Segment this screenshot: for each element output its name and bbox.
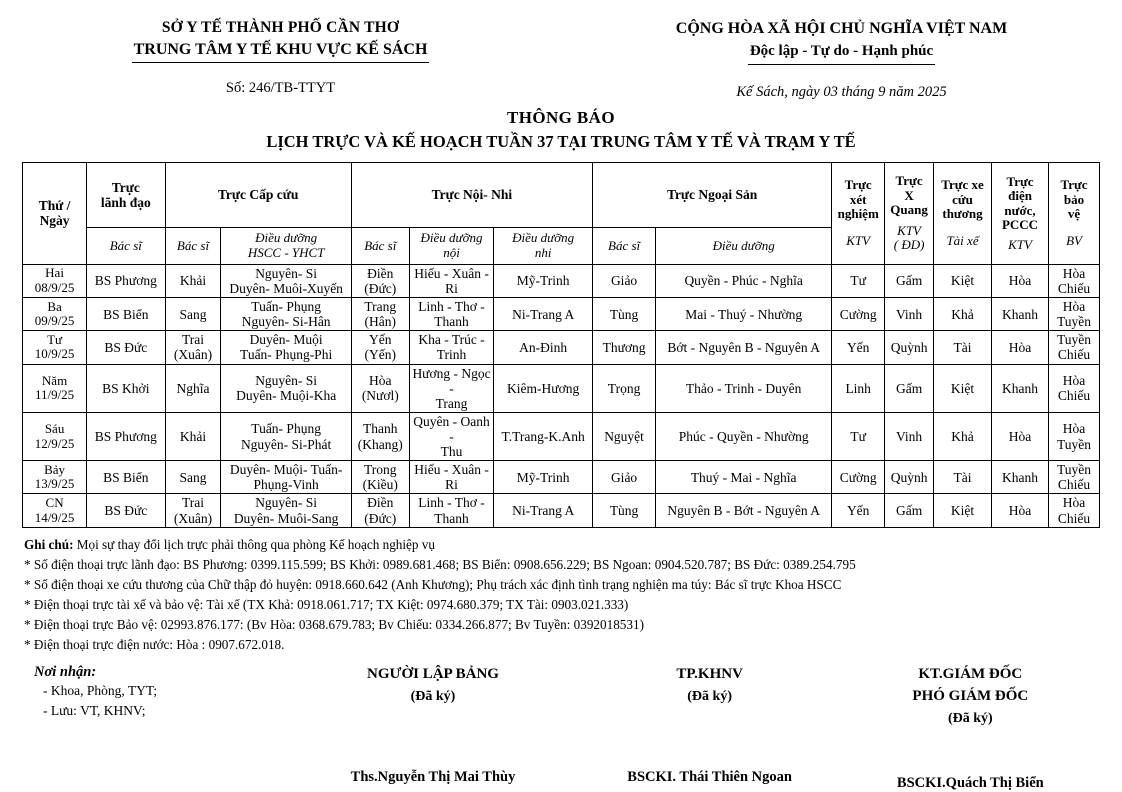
cell-day-line1: Năm bbox=[41, 372, 68, 388]
cell-leader: BS Khởi bbox=[87, 364, 165, 412]
cell-lab: Linh bbox=[832, 364, 885, 412]
cell-surgery-doctor: Giảo bbox=[593, 461, 656, 494]
document-number: Số: 246/TB-TTYT bbox=[225, 79, 336, 96]
cell-utility: Khanh bbox=[992, 461, 1049, 494]
col-security-line1: Trực bbox=[1060, 177, 1088, 193]
cell-internal-nurse-line1: Kha - Trúc - bbox=[418, 332, 485, 348]
subcol-leader-doctor: Bác sĩ bbox=[87, 227, 165, 264]
national-motto bbox=[561, 40, 1122, 65]
table-row bbox=[23, 298, 1100, 331]
cell-day-line2: 11/9/25 bbox=[34, 387, 75, 403]
cell-er-doctor-line1: Trai bbox=[181, 332, 204, 348]
signature-department-head bbox=[577, 664, 843, 792]
col-lab-subhead: KTV bbox=[846, 232, 871, 248]
cell-internal-doctor-line1: Yến bbox=[369, 332, 392, 348]
col-xray-line3: Quang bbox=[890, 202, 928, 218]
col-security-line2: bảo bbox=[1063, 191, 1085, 207]
cell-internal-nurse-line2: Thanh bbox=[434, 314, 469, 330]
cell-internal-doctor-line2: (Khang) bbox=[357, 436, 403, 452]
col-day-line2: Ngày bbox=[39, 213, 70, 229]
subcol-surgery-nurse: Điều dưỡng bbox=[656, 227, 832, 264]
signature-department-head-title: TP.KHNV bbox=[676, 666, 743, 683]
cell-internal-nurse-line2: Ri bbox=[445, 281, 458, 297]
cell-leader: BS Đức bbox=[87, 494, 165, 527]
signature-department-head-signed: (Đã ký) bbox=[687, 688, 732, 704]
cell-internal-doctor-line2: (Đức) bbox=[364, 510, 397, 526]
cell-internal-nurse-line2: Trang bbox=[435, 395, 468, 411]
cell-day-line2: 13/9/25 bbox=[34, 476, 75, 492]
cell-surgery-nurse: Quyền - Phúc - Nghĩa bbox=[656, 264, 832, 297]
col-lab-line3: nghiệm bbox=[837, 206, 879, 222]
cell-internal-doctor-line1: Thanh bbox=[363, 421, 398, 437]
cell-internal-nurse bbox=[409, 298, 493, 331]
cell-er-doctor bbox=[165, 461, 221, 494]
signature-director-title-line2: PHÓ GIÁM ĐỐC bbox=[912, 687, 1029, 704]
cell-er-doctor-line2: (Xuân) bbox=[173, 510, 213, 526]
cell-internal-doctor bbox=[351, 494, 409, 527]
cell-er-doctor-line1: Sang bbox=[179, 469, 207, 485]
col-utility-subhead: KTV bbox=[1008, 236, 1032, 252]
cell-security bbox=[1049, 412, 1100, 460]
cell-surgery-doctor: Trọng bbox=[593, 364, 656, 412]
title-block bbox=[0, 107, 1122, 153]
page-title: THÔNG BÁO bbox=[507, 107, 615, 127]
cell-xray: Quỳnh bbox=[885, 461, 934, 494]
cell-driver: Khả bbox=[934, 412, 992, 460]
col-group-leadership-line2: lãnh đạo bbox=[100, 194, 151, 210]
table-row bbox=[23, 364, 1100, 412]
cell-pediatric-nurse: Mỹ-Trinh bbox=[494, 461, 593, 494]
col-lab-line1: Trực bbox=[844, 177, 872, 193]
cell-day bbox=[23, 364, 87, 412]
cell-surgery-nurse: Thuý - Mai - Nghĩa bbox=[656, 461, 832, 494]
department-name: SỞ Y TẾ THÀNH PHỐ CẦN THƠ bbox=[161, 19, 400, 36]
cell-er-doctor bbox=[165, 364, 221, 412]
cell-surgery-doctor: Giảo bbox=[593, 264, 656, 297]
cell-day-line2: 08/9/25 bbox=[34, 280, 75, 296]
cell-leader: BS Biển bbox=[87, 298, 165, 331]
col-ambulance-line3: thương bbox=[942, 206, 983, 222]
cell-day bbox=[23, 264, 87, 297]
header-left-block bbox=[0, 18, 561, 101]
cell-day-line2: 14/9/25 bbox=[34, 509, 75, 525]
col-xray-line2: X bbox=[904, 187, 914, 203]
cell-er-nurse-line1: Duyên- Muội- Tuấn- bbox=[229, 462, 343, 478]
signature-director bbox=[843, 664, 1098, 792]
cell-internal-nurse-line1: Linh - Thơ - bbox=[418, 299, 485, 315]
cell-day-line2: 10/9/25 bbox=[34, 346, 75, 362]
cell-security-line2: Tuyền bbox=[1057, 436, 1092, 452]
cell-surgery-nurse: Phúc - Quyền - Nhường bbox=[656, 412, 832, 460]
cell-internal-doctor-line2: (Kiều) bbox=[362, 477, 398, 493]
subcol-internal-nurse-line1: Điều dưỡng bbox=[420, 230, 483, 246]
cell-security-line1: Tuyền bbox=[1057, 332, 1092, 348]
table-row bbox=[23, 412, 1100, 460]
cell-day bbox=[23, 461, 87, 494]
cell-surgery-doctor: Tùng bbox=[593, 494, 656, 527]
note-line-2: * Số điện thoại xe cứu thương của Chữ thập đỏ huyện: 0918.660.642 (Anh Khương); Phụ trách xác định tình trạng nghiện ma túy: Bác sĩ trực Khoa HSCC bbox=[24, 576, 842, 592]
cell-lab: Tư bbox=[832, 412, 885, 460]
subcol-pediatric-nurse bbox=[494, 227, 593, 264]
cell-internal-nurse-line1: Hiếu - Xuân - bbox=[414, 265, 489, 281]
cell-utility: Hòa bbox=[992, 494, 1049, 527]
subcol-internal-nurse-line2: nội bbox=[443, 244, 460, 260]
cell-driver: Tài bbox=[934, 331, 992, 364]
schedule-table-wrapper bbox=[22, 162, 1100, 528]
cell-internal-nurse bbox=[409, 461, 493, 494]
cell-er-nurse-line2: Tuấn- Phụng-Phi bbox=[240, 347, 333, 363]
subcol-internal-nurse bbox=[409, 227, 493, 264]
signature-preparer-signed: (Đã ký) bbox=[410, 688, 456, 704]
cell-security-line2: Chiếu bbox=[1057, 388, 1091, 404]
cell-day-line1: Hai bbox=[45, 265, 64, 281]
cell-internal-doctor-line2: (Đức) bbox=[364, 281, 397, 297]
note-line-0 bbox=[24, 535, 1098, 555]
center-name-text: TRUNG TÂM Y TẾ KHU VỰC KẾ SÁCH bbox=[132, 39, 430, 63]
cell-lab: Yến bbox=[832, 331, 885, 364]
cell-day-line2: 09/9/25 bbox=[34, 313, 75, 329]
cell-lab: Tư bbox=[832, 264, 885, 297]
col-ambulance-subhead: Tài xế bbox=[946, 232, 979, 248]
cell-er-nurse-line2: Phụng-Vinh bbox=[253, 477, 319, 493]
cell-er-doctor-line1: Khải bbox=[179, 429, 207, 445]
cell-internal-doctor-line1: Điền bbox=[367, 265, 394, 281]
cell-day bbox=[23, 331, 87, 364]
cell-security-line1: Hòa bbox=[1062, 373, 1086, 389]
cell-surgery-nurse: Mai - Thuý - Nhường bbox=[656, 298, 832, 331]
cell-xray: Vinh bbox=[885, 412, 934, 460]
cell-pediatric-nurse: An-Đinh bbox=[494, 331, 593, 364]
cell-security-line1: Tuyền bbox=[1057, 462, 1092, 478]
cell-er-nurse bbox=[221, 494, 351, 527]
subcol-er-nurse bbox=[221, 227, 351, 264]
signature-director-name: BSCKI.Quách Thị Biển bbox=[896, 774, 1044, 791]
cell-er-doctor bbox=[165, 264, 221, 297]
cell-internal-nurse bbox=[409, 412, 493, 460]
col-group-leadership-line1: Trực bbox=[111, 179, 140, 195]
cell-internal-doctor bbox=[351, 264, 409, 297]
place-and-date: Kế Sách, ngày 03 tháng 9 năm 2025 bbox=[736, 83, 947, 100]
cell-xray: Vinh bbox=[885, 298, 934, 331]
cell-surgery-doctor: Thương bbox=[593, 331, 656, 364]
center-name bbox=[0, 39, 561, 63]
cell-security-line2: Chiếu bbox=[1057, 281, 1091, 297]
cell-leader: BS Phương bbox=[87, 264, 165, 297]
col-utility-line2: điện bbox=[1008, 188, 1032, 204]
cell-er-doctor-line2: (Xuân) bbox=[173, 347, 213, 363]
cell-xray: Gấm bbox=[885, 364, 934, 412]
col-group-ambulance bbox=[934, 162, 992, 264]
page-subtitle: LỊCH TRỰC VÀ KẾ HOẠCH TUẦN 37 TẠI TRUNG TÂM Y TẾ VÀ TRẠM Y TẾ bbox=[266, 131, 856, 151]
table-row bbox=[23, 331, 1100, 364]
col-group-xray bbox=[885, 162, 934, 264]
cell-internal-doctor bbox=[351, 331, 409, 364]
table-head bbox=[23, 162, 1100, 264]
table-row bbox=[23, 264, 1100, 297]
notes-intro-text: Mọi sự thay đổi lịch trực phải thông qua phòng Kế hoạch nghiệp vụ bbox=[73, 536, 435, 552]
cell-security bbox=[1049, 364, 1100, 412]
cell-day-line1: Tư bbox=[47, 331, 63, 347]
cell-er-nurse-line1: Tuấn- Phụng bbox=[251, 421, 321, 437]
cell-er-doctor bbox=[165, 298, 221, 331]
cell-driver: Kiệt bbox=[934, 494, 992, 527]
cell-internal-doctor-line1: Hòa bbox=[369, 373, 392, 389]
cell-day-line1: Ba bbox=[47, 298, 62, 314]
notes-label: Ghi chú: bbox=[24, 536, 74, 552]
header-row-groups bbox=[23, 162, 1100, 227]
signature-preparer-title: NGƯỜI LẬP BẢNG bbox=[367, 666, 499, 683]
cell-security-line1: Hòa bbox=[1062, 495, 1086, 511]
cell-driver: Khả bbox=[934, 298, 992, 331]
cell-driver: Kiệt bbox=[934, 364, 992, 412]
subcol-surgery-doctor: Bác sĩ bbox=[593, 227, 656, 264]
cell-internal-nurse bbox=[409, 264, 493, 297]
signature-department-head-name: BSCKI. Thái Thiên Ngoan bbox=[627, 768, 792, 785]
cell-leader: BS Đức bbox=[87, 331, 165, 364]
subcol-er-nurse-line2: HSCC - YHCT bbox=[247, 244, 325, 260]
cell-security-line2: Chiếu bbox=[1057, 347, 1091, 363]
signature-section bbox=[24, 664, 1098, 792]
col-xray-line1: Trực bbox=[895, 173, 923, 189]
col-utility-line4: PCCC bbox=[1001, 217, 1039, 233]
recipients-block bbox=[24, 664, 289, 792]
recipient-item: - Lưu: VT, KHNV; bbox=[43, 703, 146, 719]
cell-internal-nurse-line2: Trinh bbox=[436, 347, 467, 363]
notes-section bbox=[24, 535, 1098, 655]
cell-day-line1: CN bbox=[45, 495, 64, 511]
cell-internal-doctor bbox=[351, 412, 409, 460]
cell-leader: BS Biển bbox=[87, 461, 165, 494]
cell-utility: Khanh bbox=[992, 298, 1049, 331]
cell-security-line1: Hòa bbox=[1062, 265, 1086, 281]
cell-er-doctor bbox=[165, 331, 221, 364]
cell-er-nurse bbox=[221, 298, 351, 331]
cell-security bbox=[1049, 264, 1100, 297]
cell-internal-nurse-line1: Hiếu - Xuân - bbox=[414, 462, 489, 478]
cell-internal-nurse-line1: Hương - Ngọc - bbox=[412, 365, 491, 396]
col-xray-subhead-line2: ( ĐD) bbox=[893, 237, 925, 253]
col-utility-line1: Trực bbox=[1006, 173, 1034, 189]
table-row bbox=[23, 461, 1100, 494]
cell-security bbox=[1049, 331, 1100, 364]
duty-schedule-table bbox=[22, 162, 1100, 528]
subcol-er-nurse-line1: Điều dưỡng bbox=[255, 230, 318, 246]
note-line-5: * Điện thoại trực điện nước: Hòa : 0907.672.018. bbox=[24, 636, 285, 652]
cell-internal-nurse-line1: Quyên - Oanh - bbox=[413, 413, 490, 445]
cell-security bbox=[1049, 461, 1100, 494]
col-group-leadership bbox=[87, 162, 165, 227]
cell-er-doctor-line1: Trai bbox=[181, 495, 204, 511]
cell-internal-nurse bbox=[409, 364, 493, 412]
cell-pediatric-nurse: Ni-Trang A bbox=[494, 494, 593, 527]
cell-security-line2: Chiếu bbox=[1057, 510, 1091, 526]
document-header bbox=[0, 0, 1122, 101]
header-right-block bbox=[561, 18, 1122, 101]
cell-er-nurse-line2: Nguyên- Si-Hân bbox=[241, 314, 331, 330]
cell-security-line2: Tuyền bbox=[1057, 314, 1092, 330]
cell-security bbox=[1049, 298, 1100, 331]
cell-leader: BS Phương bbox=[87, 412, 165, 460]
cell-er-doctor-line1: Sang bbox=[179, 306, 207, 322]
col-group-surgery-obstetrics: Trực Ngoại Sản bbox=[593, 162, 832, 227]
cell-er-nurse-line1: Nguyên- Si bbox=[255, 495, 318, 511]
cell-internal-doctor-line1: Trang bbox=[364, 299, 397, 315]
cell-er-nurse-line2: Duyên- Muôi-Sang bbox=[233, 510, 339, 526]
cell-utility: Khanh bbox=[992, 364, 1049, 412]
cell-day-line2: 12/9/25 bbox=[34, 435, 75, 451]
recipient-item: - Khoa, Phòng, TYT; bbox=[43, 683, 158, 699]
cell-internal-doctor-line1: Điền bbox=[367, 495, 394, 511]
cell-security-line2: Chiếu bbox=[1057, 477, 1091, 493]
subcol-internal-doctor: Bác sĩ bbox=[351, 227, 409, 264]
col-group-security bbox=[1049, 162, 1100, 264]
cell-er-nurse bbox=[221, 331, 351, 364]
table-row bbox=[23, 494, 1100, 527]
signature-director-title-line1: KT.GIÁM ĐỐC bbox=[918, 666, 1023, 683]
cell-er-nurse-line1: Nguyên- Si bbox=[255, 373, 318, 389]
cell-er-nurse-line2: Duyên- Muôi-Xuyến bbox=[229, 281, 343, 297]
cell-pediatric-nurse: Mỹ-Trinh bbox=[494, 264, 593, 297]
cell-er-nurse-line1: Duyên- Muội bbox=[249, 332, 323, 348]
cell-er-doctor bbox=[165, 494, 221, 527]
col-group-utility bbox=[992, 162, 1049, 264]
col-group-internal-pediatrics: Trực Nội- Nhi bbox=[351, 162, 592, 227]
cell-internal-doctor-line2: (Nươl) bbox=[361, 388, 399, 404]
signature-preparer bbox=[289, 664, 576, 792]
cell-er-nurse-line2: Duyên- Muội-Kha bbox=[236, 388, 337, 404]
col-ambulance-line2: cứu bbox=[952, 191, 973, 207]
cell-internal-nurse-line1: Linh - Thơ - bbox=[418, 495, 485, 511]
col-day bbox=[23, 162, 87, 264]
cell-internal-nurse-line2: Ri bbox=[445, 477, 458, 493]
cell-pediatric-nurse: T.Trang-K.Anh bbox=[494, 412, 593, 460]
cell-day-line1: Sáu bbox=[44, 421, 65, 437]
cell-security-line1: Hòa bbox=[1062, 299, 1086, 315]
cell-lab: Yến bbox=[832, 494, 885, 527]
cell-day bbox=[23, 494, 87, 527]
cell-utility: Hòa bbox=[992, 264, 1049, 297]
cell-er-nurse bbox=[221, 412, 351, 460]
cell-er-doctor-line1: Nghĩa bbox=[176, 380, 210, 396]
cell-surgery-nurse: Thảo - Trinh - Duyên bbox=[656, 364, 832, 412]
cell-day-line1: Bảy bbox=[44, 461, 66, 477]
cell-utility: Hòa bbox=[992, 331, 1049, 364]
col-utility-line3: nước, bbox=[1004, 202, 1036, 218]
cell-internal-nurse bbox=[409, 494, 493, 527]
national-title: CỘNG HÒA XÃ HỘI CHỦ NGHĨA VIỆT NAM bbox=[675, 20, 1008, 37]
cell-day bbox=[23, 298, 87, 331]
cell-xray: Quỳnh bbox=[885, 331, 934, 364]
table-body bbox=[23, 264, 1100, 527]
cell-xray: Gấm bbox=[885, 494, 934, 527]
cell-er-nurse-line1: Nguyên- Si bbox=[255, 265, 318, 281]
cell-surgery-doctor: Nguyệt bbox=[593, 412, 656, 460]
cell-er-nurse bbox=[221, 264, 351, 297]
cell-surgery-nurse: Nguyên B - Bớt - Nguyên A bbox=[656, 494, 832, 527]
cell-internal-doctor-line1: Trong bbox=[364, 462, 397, 478]
cell-internal-doctor-line2: (Yến) bbox=[364, 347, 397, 363]
col-xray-subhead-line1: KTV bbox=[897, 222, 921, 238]
national-motto-text: Độc lập - Tự do - Hạnh phúc bbox=[748, 40, 935, 65]
col-lab-line2: xét bbox=[849, 191, 867, 207]
cell-pediatric-nurse: Ni-Trang A bbox=[494, 298, 593, 331]
cell-utility: Hòa bbox=[992, 412, 1049, 460]
cell-er-doctor-line1: Khải bbox=[179, 273, 207, 289]
cell-internal-doctor bbox=[351, 298, 409, 331]
subcol-pediatric-nurse-line2: nhi bbox=[534, 244, 552, 260]
cell-surgery-nurse: Bớt - Nguyên B - Nguyên A bbox=[656, 331, 832, 364]
note-line-4: * Điện thoại trực Bảo vệ: 02993.876.177: (Bv Hòa: 0368.679.783; Bv Chiếu: 0334.266.877; Bv Tuyền: 0392018531) bbox=[24, 616, 644, 632]
note-line-3: * Điện thoại trực tài xế và bảo vệ: Tài xế (TX Khả: 0918.061.717; TX Kiệt: 0974.680.379; TX Tài: 0903.021.333) bbox=[24, 596, 629, 612]
subcol-er-doctor: Bác sĩ bbox=[165, 227, 221, 264]
cell-internal-nurse bbox=[409, 331, 493, 364]
recipients-title: Nơi nhận: bbox=[34, 664, 97, 681]
cell-internal-nurse-line2: Thu bbox=[440, 444, 463, 460]
col-security-subhead: BV bbox=[1066, 232, 1082, 248]
cell-security bbox=[1049, 494, 1100, 527]
cell-lab: Cường bbox=[832, 298, 885, 331]
note-line-1: * Số điện thoại trực lãnh đạo: BS Phương: 0399.115.599; BS Khởi: 0989.681.468; BS Biển: 0908.656.229; BS Ngoan: 0904.520.787; BS Đức: 0389.254.795 bbox=[24, 556, 856, 572]
cell-er-nurse-line1: Tuấn- Phụng bbox=[251, 299, 321, 315]
cell-driver: Tài bbox=[934, 461, 992, 494]
cell-security-line1: Hòa bbox=[1062, 421, 1086, 437]
cell-xray: Gấm bbox=[885, 264, 934, 297]
cell-internal-doctor bbox=[351, 461, 409, 494]
cell-internal-doctor-line2: (Hân) bbox=[364, 314, 397, 330]
cell-driver: Kiệt bbox=[934, 264, 992, 297]
cell-internal-nurse-line2: Thanh bbox=[434, 510, 469, 526]
col-day-line1: Thứ / bbox=[38, 198, 71, 214]
signature-director-signed: (Đã ký) bbox=[947, 710, 993, 726]
cell-er-doctor bbox=[165, 412, 221, 460]
col-group-laboratory bbox=[832, 162, 885, 264]
cell-day bbox=[23, 412, 87, 460]
subcol-pediatric-nurse-line1: Điều dưỡng bbox=[512, 230, 575, 246]
cell-er-nurse-line2: Nguyên- Si-Phát bbox=[240, 436, 332, 452]
cell-internal-doctor bbox=[351, 364, 409, 412]
signature-preparer-name: Ths.Nguyễn Thị Mai Thùy bbox=[350, 768, 516, 785]
col-group-emergency: Trực Cấp cứu bbox=[165, 162, 351, 227]
cell-surgery-doctor: Tùng bbox=[593, 298, 656, 331]
cell-er-nurse bbox=[221, 364, 351, 412]
cell-er-nurse bbox=[221, 461, 351, 494]
cell-lab: Cường bbox=[832, 461, 885, 494]
col-security-line3: vệ bbox=[1067, 206, 1081, 222]
col-ambulance-line1: Trực xe bbox=[941, 177, 984, 193]
cell-pediatric-nurse: Kiêm-Hương bbox=[494, 364, 593, 412]
